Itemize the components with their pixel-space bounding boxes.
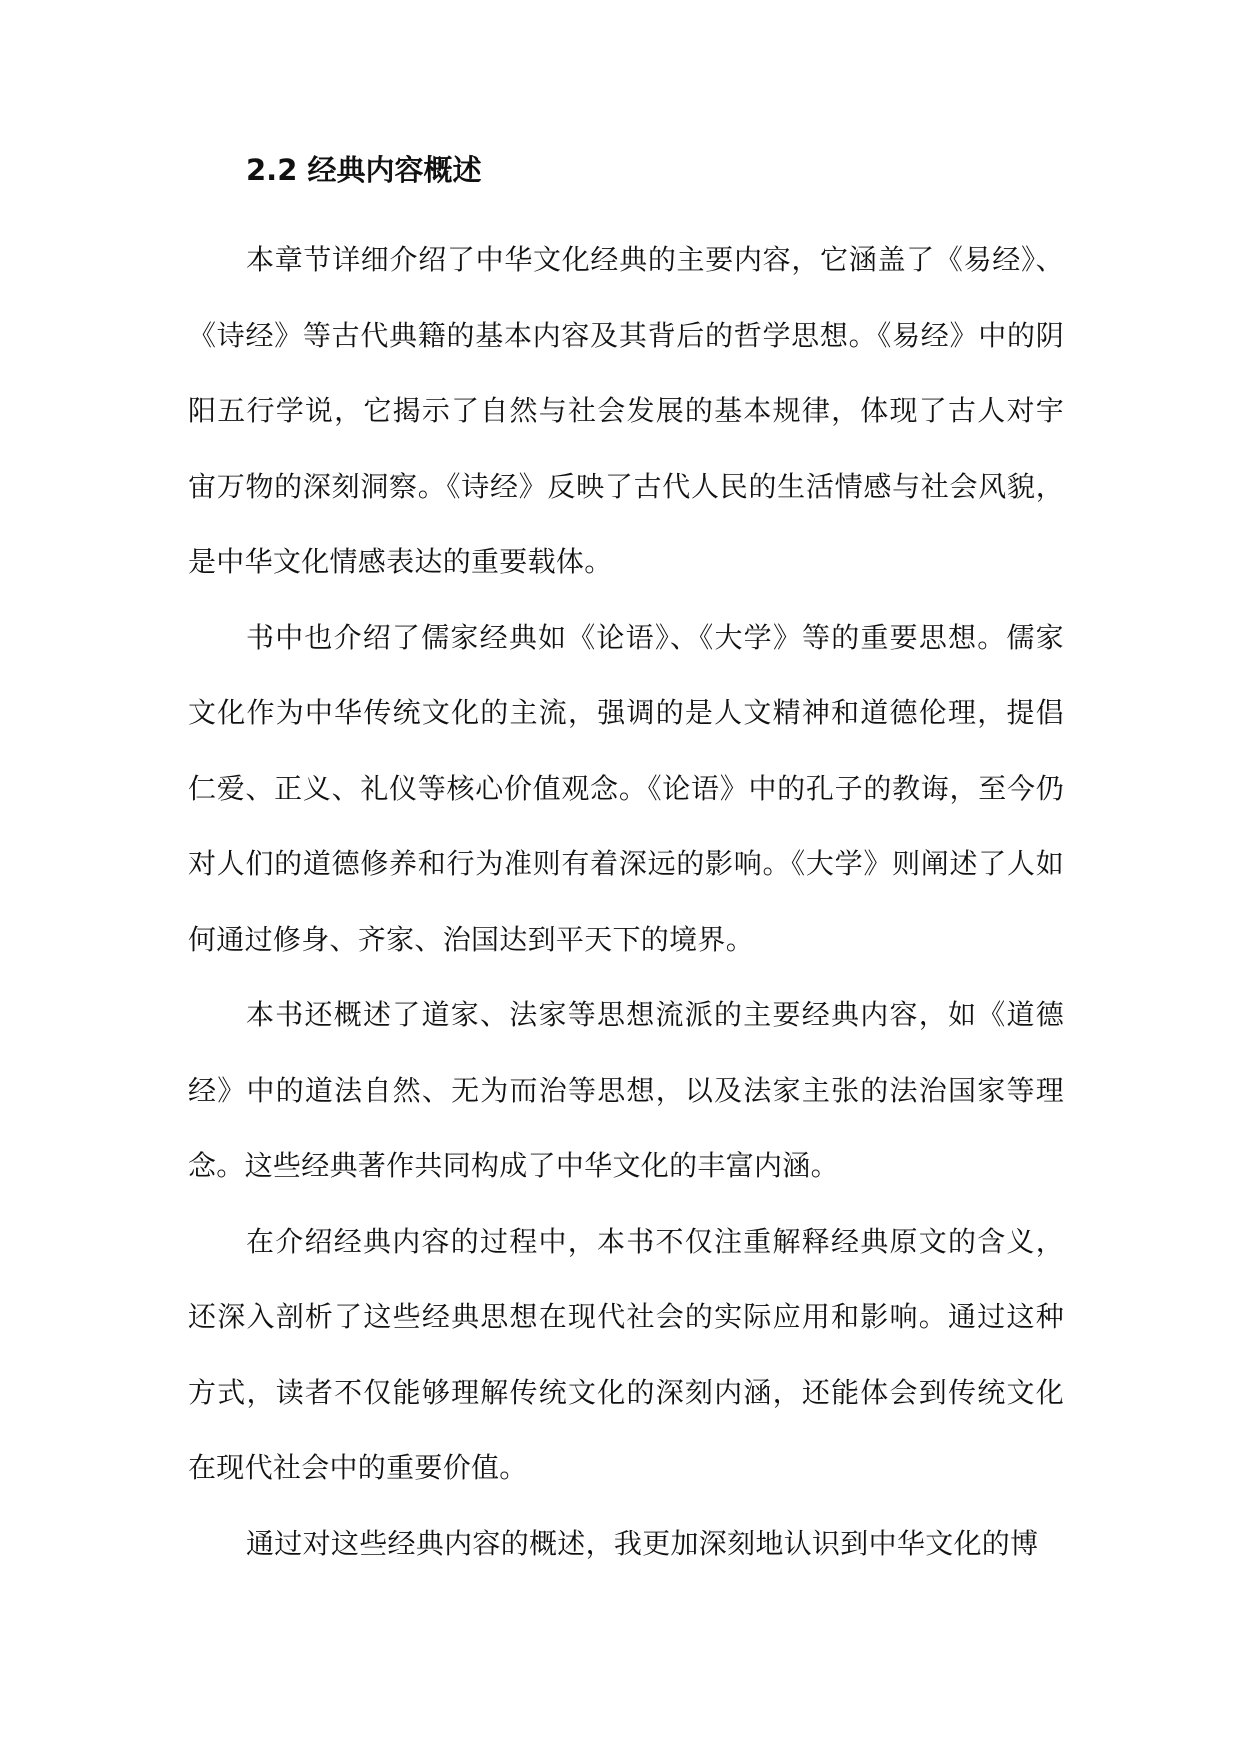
paragraph-4: 在介绍经典内容的过程中，本书不仅注重解释经典原文的含义，还深入剖析了这些经典思想在现代社会的实际应用和影响。通过这种方式，读者不仅能够理解传统文化的深刻内涵，还能体会到传统文化在现代社会中的重要价值。 — [188, 1224, 1064, 1484]
paragraph-5: 通过对这些经典内容的概述，我更加深刻地认识到中华文化的博 — [246, 1526, 1039, 1560]
section-heading: 2.2 经典内容概述 — [246, 153, 482, 187]
paragraph-1: 本章节详细介绍了中华文化经典的主要内容，它涵盖了《易经》、《诗经》等古代典籍的基本内容及其背后的哲学思想。《易经》中的阴阳五行学说，它揭示了自然与社会发展的基本规律，体现了古人对宇宙万物的深刻洞察。《诗经》反映了古代人民的生活情感与社会风貌，是中华文化情感表达的重要载体。 — [188, 243, 1064, 578]
paragraph-3: 本书还概述了道家、法家等思想流派的主要经典内容，如《道德经》中的道法自然、无为而治等思想，以及法家主张的法治国家等理念。这些经典著作共同构成了中华文化的丰富内涵。 — [188, 998, 1064, 1182]
paragraph-2: 书中也介绍了儒家经典如《论语》、《大学》等的重要思想。儒家文化作为中华传统文化的主流，强调的是人文精神和道德伦理，提倡仁爱、正义、礼仪等核心价值观念。《论语》中的孔子的教诲，至今仍对人们的道德修养和行为准则有着深远的影响。《大学》则阐述了人如何通过修身、齐家、治国达到平天下的境界。 — [188, 620, 1064, 956]
body-text — [188, 222, 1064, 1581]
